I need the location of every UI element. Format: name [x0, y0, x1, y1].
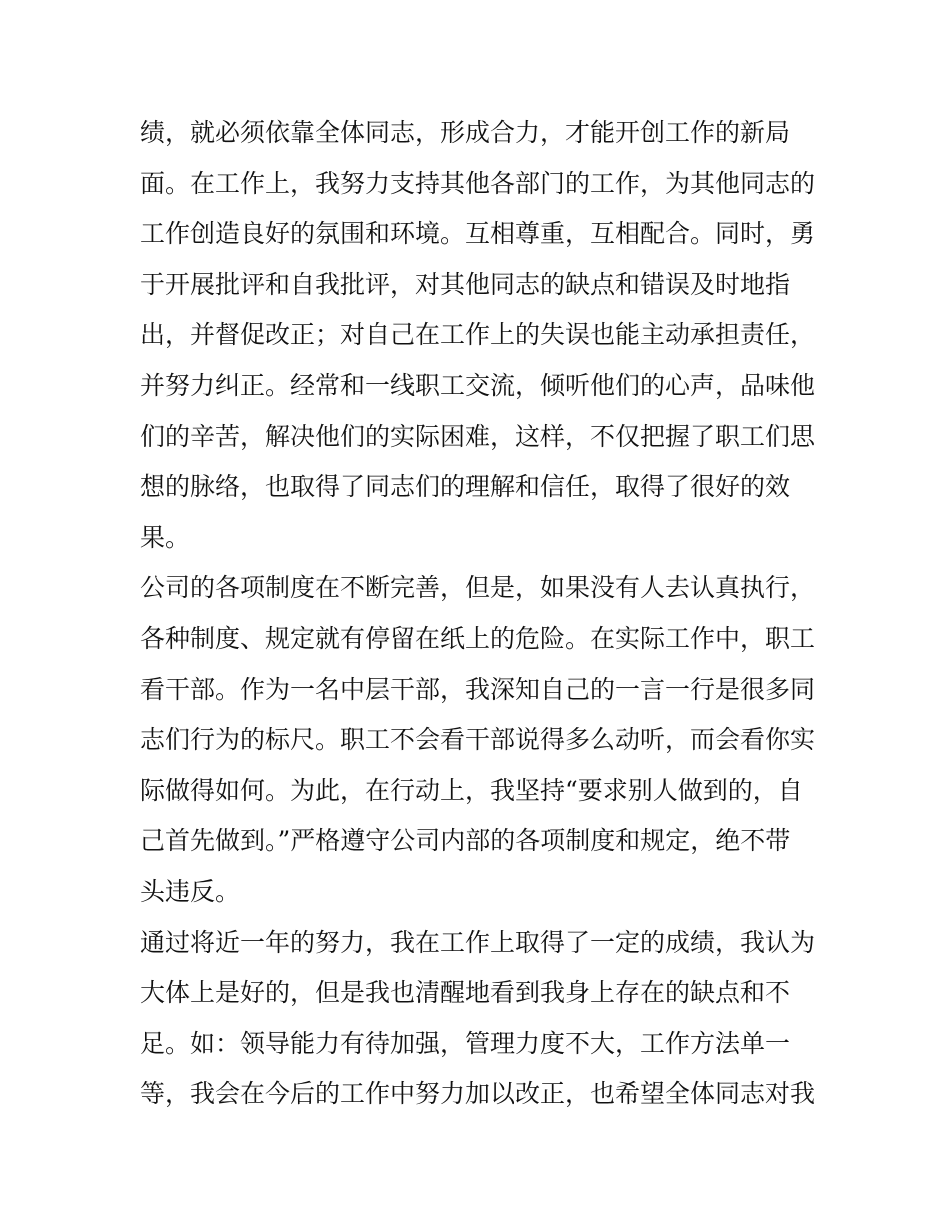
text-line: 果。	[140, 522, 191, 552]
body-text	[140, 108, 820, 1120]
text-line: 头违反。	[140, 876, 241, 906]
text-line: 志们行为的标尺。职工不会看干部说得多么动听，而会看你实	[140, 725, 816, 755]
text-line: 出，并督促改正；对自己在工作上的失误也能主动承担责任，	[140, 320, 816, 350]
text-line: 并努力纠正。经常和一线职工交流，倾听他们的心声，品味他	[140, 370, 816, 400]
text-line: 公司的各项制度在不断完善，但是，如果没有人去认真执行，	[140, 573, 816, 603]
text-line: 工作创造良好的氛围和环境。互相尊重，互相配合。同时，勇	[140, 219, 816, 249]
text-line: 己首先做到。”严格遵守公司内部的各项制度和规定，绝不带	[140, 826, 791, 856]
text-line: 际做得如何。为此，在行动上，我坚持“要求别人做到的，自	[140, 775, 803, 805]
text-line: 们的辛苦，解决他们的实际困难，这样，不仅把握了职工们思	[140, 421, 816, 451]
text-line: 大体上是好的，但是我也清醒地看到我身上存在的缺点和不	[140, 978, 791, 1008]
text-line: 想的脉络，也取得了同志们的理解和信任，取得了很好的效	[140, 472, 791, 502]
text-line: 面。在工作上，我努力支持其他各部门的工作，为其他同志的	[140, 168, 816, 198]
text-line: 通过将近一年的努力，我在工作上取得了一定的成绩，我认为	[140, 927, 816, 957]
text-line: 等，我会在今后的工作中努力加以改正，也希望全体同志对我	[140, 1079, 816, 1109]
text-line: 于开展批评和自我批评，对其他同志的缺点和错误及时地指	[140, 269, 791, 299]
text-line: 各种制度、规定就有停留在纸上的危险。在实际工作中，职工	[140, 623, 816, 653]
text-line: 足。如：领导能力有待加强，管理力度不大，工作方法单一	[140, 1028, 791, 1058]
text-line: 看干部。作为一名中层干部，我深知自己的一言一行是很多同	[140, 674, 816, 704]
text-line: 绩，就必须依靠全体同志，形成合力，才能开创工作的新局	[140, 118, 791, 147]
